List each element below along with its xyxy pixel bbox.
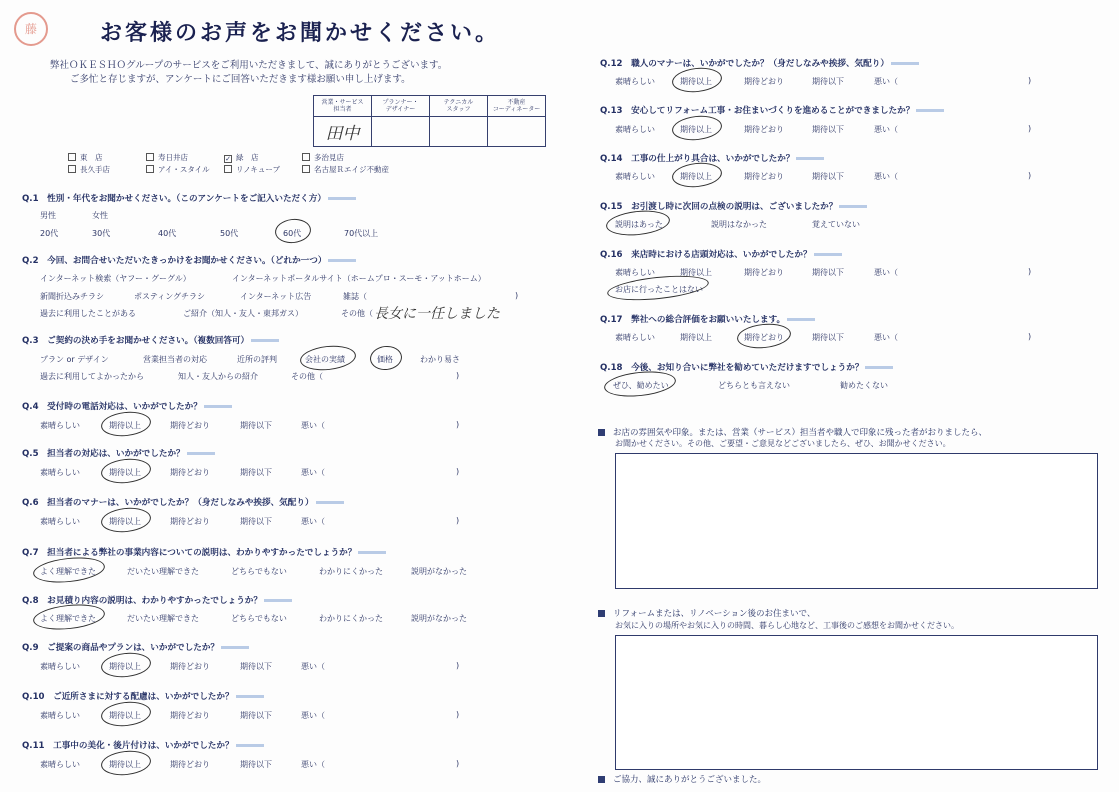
option-selected[interactable]: 期待以上 [680, 172, 712, 181]
question-11: Q.11 工事中の美化・後片付けは、いかがでしたか？ [22, 739, 264, 751]
checkbox-checked-icon: ✓ [225, 155, 231, 163]
question-16: Q.16 来店時における店頭対応は、いかがでしたか？ [600, 248, 842, 260]
option[interactable]: 期待以下 [240, 760, 272, 769]
option-selected[interactable]: お店に行ったことはない [615, 285, 703, 294]
option[interactable]: わかりにくかった [319, 614, 383, 623]
option[interactable]: 期待どおり [170, 662, 210, 671]
selection-circle [32, 601, 106, 632]
option[interactable]: 悪い（ [874, 77, 898, 86]
option[interactable]: 期待以下 [812, 333, 844, 342]
paren-close: ) [456, 661, 460, 670]
option[interactable]: 説明がなかった [411, 567, 467, 576]
store-checkbox[interactable]: アイ・スタイル [146, 164, 224, 176]
option[interactable]: 悪い（ [301, 760, 325, 769]
question-9: Q.9 ご提案の商品やプランは、いかがでしたか？ [22, 641, 249, 653]
option[interactable]: 40代 [158, 229, 177, 238]
selection-circle [605, 208, 671, 239]
page-title: お客様のお声をお聞かせください。 [100, 21, 501, 46]
option[interactable]: 過去に利用してよかったから [40, 372, 144, 381]
option[interactable]: プラン or デザイン [40, 355, 109, 364]
paren-close: ) [456, 420, 460, 429]
option[interactable]: どちらでもない [231, 567, 287, 576]
selection-circle [100, 699, 152, 728]
option-selected[interactable]: 期待どおり [744, 333, 784, 342]
option-selected[interactable]: よく理解できた [40, 567, 96, 576]
question-8: Q.8 お見積り内容の説明は、わかりやすかったでしょうか？ [22, 594, 292, 606]
selection-circle [671, 65, 723, 94]
selection-circle [100, 409, 152, 438]
option[interactable]: 悪い（ [874, 268, 898, 277]
option[interactable]: 営業担当者の対応 [143, 355, 207, 364]
option[interactable]: 男性 [40, 211, 56, 220]
question-12: Q.12 職人のマナーは、いかがでしたか？（身だしなみや挨拶、気配り） [600, 57, 919, 69]
option[interactable]: 期待どおり [170, 421, 210, 430]
question-14: Q.14 工事の仕上がり具合は、いかがでしたか？ [600, 152, 824, 164]
option[interactable]: その他（ [291, 372, 323, 381]
option[interactable]: 期待どおり [744, 172, 784, 181]
option-selected[interactable]: 期待以上 [680, 77, 712, 86]
option[interactable]: 期待以下 [812, 125, 844, 134]
option[interactable]: 期待以下 [812, 77, 844, 86]
question-5: Q.5 担当者の対応は、いかがでしたか？ [22, 447, 215, 459]
free-comment-2-textarea[interactable] [615, 635, 1098, 770]
question-2: Q.2 今回、お問合せいただいたきっかけをお聞かせください。（どれか一つ） [22, 254, 356, 266]
option[interactable]: 期待どおり [744, 77, 784, 86]
option[interactable]: 悪い（ [301, 517, 325, 526]
option[interactable]: 覚えていない [812, 220, 860, 229]
option[interactable]: 素晴らしい [40, 517, 80, 526]
option[interactable]: 素晴らしい [40, 468, 80, 477]
staff-realestate-name[interactable] [488, 117, 546, 147]
option[interactable]: 期待どおり [170, 711, 210, 720]
store-checklist [68, 152, 389, 176]
option[interactable]: 悪い（ [301, 711, 325, 720]
paren-close: ) [456, 710, 460, 719]
checkbox-icon [302, 165, 310, 173]
option-selected[interactable]: 期待以上 [109, 517, 141, 526]
store-checkbox[interactable]: リノキューブ [224, 164, 302, 176]
option[interactable]: インターネット広告 [240, 292, 312, 301]
option[interactable]: 30代 [92, 229, 111, 238]
option[interactable]: 期待以下 [240, 517, 272, 526]
square-bullet-icon [598, 610, 605, 617]
closing-message: ご協力、誠にありがとうございました。 [598, 773, 766, 785]
free-comment-1-prompt-line2: お聞かせください。その他、ご要望・ご意見などございましたら、ぜひ、お聞かせください。 [615, 439, 951, 448]
option-selected[interactable]: 期待以上 [109, 711, 141, 720]
handwritten-other-answer[interactable]: 長女に一任しました [374, 306, 500, 322]
question-3: Q.3 ご契約の決め手をお聞かせください。（複数回答可） [22, 334, 279, 346]
staff-technical-name[interactable] [430, 117, 488, 147]
option[interactable]: 近所の評判 [237, 355, 277, 364]
free-comment-2-prompt: リフォームまたは、リノベーション後のお住まいで、 [598, 607, 815, 619]
store-checkbox[interactable]: ✓ 緑 店 [225, 153, 259, 163]
option[interactable]: 素晴らしい [40, 760, 80, 769]
option[interactable]: 期待以下 [240, 421, 272, 430]
store-checkbox[interactable]: 長久手店 [68, 164, 146, 176]
selection-circle [671, 160, 723, 189]
option[interactable]: 素晴らしい [615, 268, 655, 277]
option[interactable]: 70代以上 [344, 229, 379, 238]
paren-close: ) [456, 759, 460, 768]
question-7: Q.7 担当者による弊社の事業内容についての説明は、わかりやすかったでしょうか？ [22, 546, 386, 558]
option[interactable]: 素晴らしい [615, 333, 655, 342]
paren-close: ) [1028, 76, 1032, 85]
selection-circle [100, 748, 152, 777]
option[interactable]: わかり易さ [420, 355, 460, 364]
checkbox-icon [146, 153, 154, 161]
option-selected[interactable]: 会社の実績 [305, 355, 345, 364]
option[interactable]: 悪い（ [874, 333, 898, 342]
question-6: Q.6 担当者のマナーは、いかがでしたか？（身だしなみや挨拶、気配り） [22, 496, 344, 508]
question-15: Q.15 お引渡し時に次回の点検の説明は、ございましたか？ [600, 200, 867, 212]
paren-close: ) [456, 516, 460, 525]
checkbox-icon [302, 153, 310, 161]
option[interactable]: だいたい理解できた [127, 614, 199, 623]
paren-close: ) [1028, 267, 1032, 276]
paren-close: ) [515, 291, 519, 300]
question-10: Q.10 ご近所さまに対する配慮は、いかがでしたか？ [22, 690, 264, 702]
staff-header: 不動産 コーディネーター [488, 96, 546, 117]
question-1: Q.1 性別・年代をお聞かせください。（このアンケートをご記入いただく方） [22, 192, 356, 204]
option-selected[interactable]: 期待以上 [109, 662, 141, 671]
selection-circle [369, 344, 403, 371]
staff-header: 営業・サービス 担当者 [314, 96, 372, 117]
option-selected[interactable]: 期待以上 [109, 468, 141, 477]
option[interactable]: 素晴らしい [40, 711, 80, 720]
staff-header: テクニカル スタッフ [430, 96, 488, 117]
option[interactable]: 20代 [40, 229, 59, 238]
store-checkbox[interactable]: 東 店 [68, 152, 146, 164]
option[interactable]: 期待以上 [680, 268, 712, 277]
free-comment-2-prompt-line2: お気に入りの場所やお気に入りの時間、暮らし心地など、工事後のご感想をお聞かせください。 [615, 621, 959, 630]
option[interactable]: 期待以下 [240, 662, 272, 671]
store-checkbox[interactable]: 名古屋Ｒエイジ不動産 [302, 164, 380, 176]
checkbox-icon [68, 153, 76, 161]
selection-circle [100, 650, 152, 679]
option[interactable]: 女性 [92, 211, 108, 220]
option-selected[interactable]: 説明はあった [615, 220, 663, 229]
paren-close: ) [1028, 332, 1032, 341]
option[interactable]: ポスティングチラシ [134, 292, 206, 301]
paren-close: ) [1028, 171, 1032, 180]
option[interactable]: どちらでもない [231, 614, 287, 623]
option[interactable]: 説明はなかった [711, 220, 767, 229]
checkbox-icon [68, 165, 76, 173]
option[interactable]: 知人・友人からの紹介 [178, 372, 258, 381]
paren-close: ) [1028, 124, 1032, 133]
option[interactable]: 勧めたくない [840, 381, 888, 390]
option-selected[interactable]: よく理解できた [40, 614, 96, 623]
option[interactable]: 期待以下 [240, 468, 272, 477]
store-checkbox[interactable]: 寿日井店 [146, 152, 224, 164]
option-selected[interactable]: 期待以上 [109, 421, 141, 430]
selection-circle [299, 343, 357, 373]
paren-close: ) [456, 371, 460, 380]
selection-circle [603, 368, 677, 399]
option[interactable]: 素晴らしい [40, 421, 80, 430]
option[interactable]: インターネットポータルサイト（ホームプロ・スーモ・アットホーム） [232, 274, 486, 283]
seal-stamp: 藤 [14, 12, 48, 46]
option[interactable]: 素晴らしい [615, 125, 655, 134]
option[interactable]: 悪い（ [301, 421, 325, 430]
free-comment-1-prompt: お店の雰囲気や印象。または、営業（サービス）担当者や職人で印象に残った者がおりましたら、 [598, 426, 987, 438]
option[interactable]: 期待以上 [680, 333, 712, 342]
option[interactable]: 期待どおり [170, 760, 210, 769]
staff-table [313, 95, 546, 147]
question-17: Q.17 弊社への総合評価をお願いいたします。 [600, 313, 815, 325]
option[interactable]: 期待以下 [240, 711, 272, 720]
question-13: Q.13 安心してリフォーム工事・お住まいづくりを進めることができましたか？ [600, 104, 944, 116]
option[interactable]: 素晴らしい [40, 662, 80, 671]
option[interactable]: 素晴らしい [615, 172, 655, 181]
option[interactable]: 新聞折込みチラシ [40, 292, 104, 301]
square-bullet-icon [598, 429, 605, 436]
option[interactable]: わかりにくかった [319, 567, 383, 576]
option[interactable]: 悪い（ [874, 172, 898, 181]
option[interactable]: 50代 [220, 229, 239, 238]
option-other[interactable]: その他（ [341, 309, 373, 318]
option[interactable]: 期待どおり [170, 468, 210, 477]
question-4: Q.4 受付時の電話対応は、いかがでしたか？ [22, 400, 232, 412]
intro-line-1: 弊社ＯＫＥＳＨＯグループのサービスをご利用いただきまして、誠にありがとうございます。 [50, 60, 448, 71]
question-18: Q.18 今後、お知り合いに弊社を勧めていただけますでしょうか？ [600, 361, 893, 373]
selection-circle [736, 321, 792, 351]
option[interactable]: 悪い（ [301, 662, 325, 671]
option[interactable]: インターネット検索（ヤフー・グーグル） [40, 274, 191, 283]
staff-planner-name[interactable] [372, 117, 430, 147]
option-selected[interactable]: 価格 [377, 355, 393, 364]
selection-circle [671, 113, 723, 142]
selection-circle [274, 217, 312, 245]
staff-header: プランナー・ デザイナー [372, 96, 430, 117]
option[interactable]: 過去に利用したことがある [40, 309, 136, 318]
option[interactable]: 雑誌（ [343, 292, 367, 301]
option[interactable]: 説明がなかった [411, 614, 467, 623]
option[interactable]: 悪い（ [301, 468, 325, 477]
option-selected[interactable]: 60代 [283, 229, 302, 238]
option[interactable]: 素晴らしい [615, 77, 655, 86]
store-checkbox[interactable]: 多治見店 [302, 152, 380, 164]
selection-circle [100, 505, 152, 534]
option-selected[interactable]: 期待以上 [680, 125, 712, 134]
option[interactable]: 期待どおり [744, 268, 784, 277]
selection-circle [100, 456, 152, 485]
checkbox-icon [146, 165, 154, 173]
option-selected[interactable]: 期待以上 [109, 760, 141, 769]
free-comment-1-textarea[interactable] [615, 453, 1098, 589]
option[interactable]: どちらとも言えない [718, 381, 790, 390]
option[interactable]: 期待どおり [744, 125, 784, 134]
option[interactable]: 期待以下 [812, 172, 844, 181]
square-bullet-icon [598, 776, 605, 783]
staff-sales-name[interactable]: 田中 [314, 117, 372, 147]
intro-line-2: ご多忙と存じますが、アンケートにご回答いただきます様お願い申し上げます。 [70, 74, 411, 85]
option[interactable]: 悪い（ [874, 125, 898, 134]
option[interactable]: だいたい理解できた [127, 567, 199, 576]
option-selected[interactable]: ぜひ、勧めたい [613, 381, 669, 390]
selection-circle [32, 554, 106, 585]
checkbox-icon [224, 165, 232, 173]
option[interactable]: 期待以下 [812, 268, 844, 277]
paren-close: ) [456, 467, 460, 476]
option[interactable]: ご紹介（知人・友人・東邦ガス） [183, 309, 303, 318]
option[interactable]: 期待どおり [170, 517, 210, 526]
